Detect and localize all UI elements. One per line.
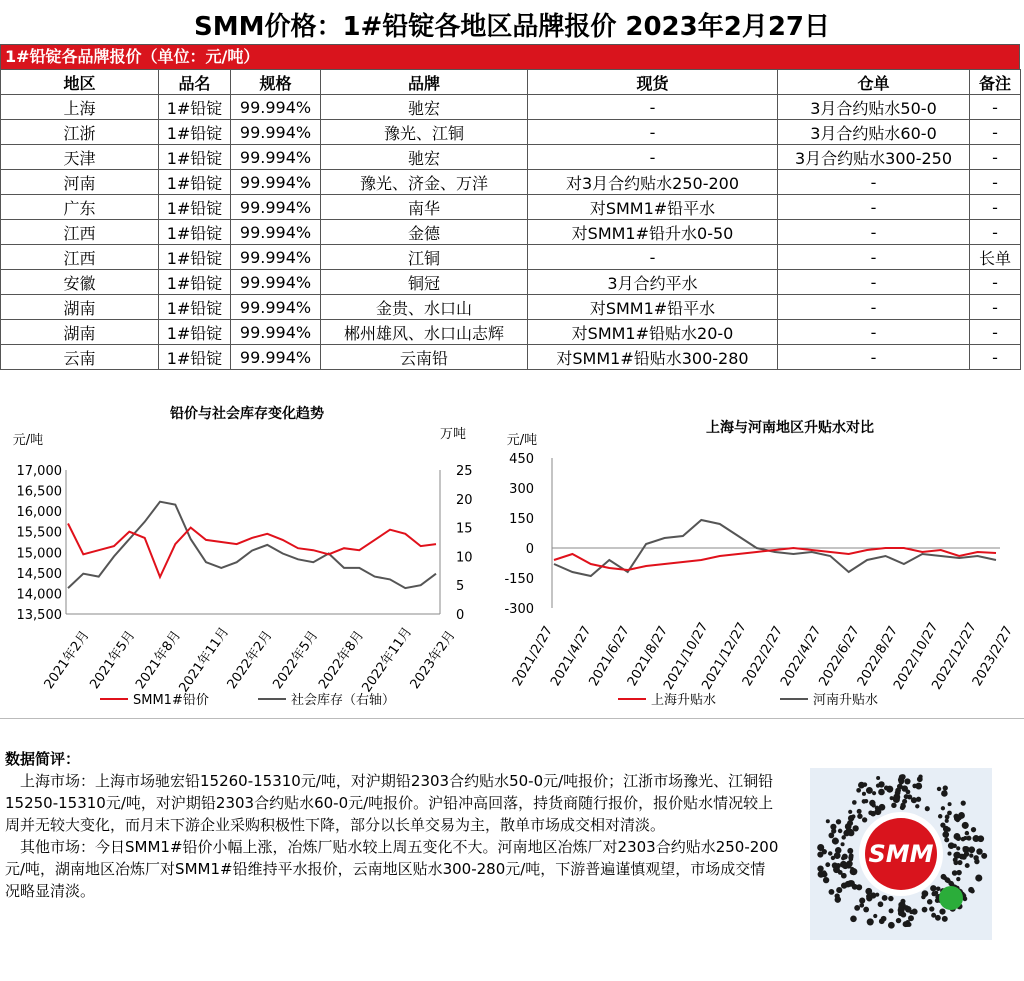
table-cell: 3月合约贴水300-250 xyxy=(778,145,970,170)
table-cell: 1#铅锭 xyxy=(159,245,231,270)
legend-label-inventory: 社会库存（右轴） xyxy=(291,693,396,708)
table-cell: 99.994% xyxy=(231,120,321,145)
table-cell: - xyxy=(778,295,970,320)
x-tick-label: 2021/6/27 xyxy=(586,623,633,689)
table-cell: 驰宏 xyxy=(321,95,528,120)
table-cell: 河南 xyxy=(1,170,159,195)
table-caption: 1#铅锭各品牌报价（单位：元/吨） xyxy=(0,44,1020,69)
x-tick-label: 2022/10/27 xyxy=(891,620,942,693)
table-cell: - xyxy=(778,220,970,245)
x-tick-label: 2021年11月 xyxy=(176,624,233,696)
y2-tick-label: 15 xyxy=(456,521,473,537)
table-cell: 1#铅锭 xyxy=(159,95,231,120)
y-tick-label: 450 xyxy=(509,452,534,467)
table-cell: 金贵、水口山 xyxy=(321,295,528,320)
x-tick-label: 2022/12/27 xyxy=(929,620,980,693)
table-cell: - xyxy=(778,320,970,345)
table-cell: - xyxy=(970,220,1021,245)
page-title: SMM价格：1#铅锭各地区品牌报价 2023年2月27日 xyxy=(193,12,831,42)
table-cell: 3月合约贴水60-0 xyxy=(778,120,970,145)
table-cell: 99.994% xyxy=(231,345,321,370)
table-cell: 豫光、济金、万洋 xyxy=(321,170,528,195)
table-cell: 南华 xyxy=(321,195,528,220)
column-header: 仓单 xyxy=(778,70,970,95)
table-cell: 对SMM1#铅贴水20-0 xyxy=(528,320,778,345)
x-tick-label: 2022/2/27 xyxy=(739,623,787,689)
x-tick-label: 2021年5月 xyxy=(87,628,139,692)
x-tick-label: 2023年2月 xyxy=(407,628,459,692)
y-tick-label: 15,000 xyxy=(16,546,62,562)
table-cell: - xyxy=(528,95,778,120)
table-cell: - xyxy=(970,345,1021,370)
table-cell: 1#铅锭 xyxy=(159,195,231,220)
table-cell: 铜冠 xyxy=(321,270,528,295)
y-tick-label: 15,500 xyxy=(16,525,62,541)
x-tick-label: 2021年8月 xyxy=(133,628,185,692)
table-cell: 金德 xyxy=(321,220,528,245)
table-cell: 天津 xyxy=(1,145,159,170)
table-cell: - xyxy=(970,170,1021,195)
chart-title: 铅价与社会库存变化趋势 xyxy=(170,406,324,422)
data-commentary xyxy=(5,748,780,902)
table-cell: - xyxy=(528,245,778,270)
table-cell: 1#铅锭 xyxy=(159,145,231,170)
table-row xyxy=(1,95,1021,120)
table-cell: 江铜 xyxy=(321,245,528,270)
table-cell: - xyxy=(528,120,778,145)
price-table xyxy=(0,69,1021,370)
y-tick-label: 16,000 xyxy=(16,505,62,521)
series-line-inventory xyxy=(68,502,436,588)
table-cell: 99.994% xyxy=(231,270,321,295)
table-cell: - xyxy=(970,145,1021,170)
table-cell: 云南铅 xyxy=(321,345,528,370)
table-cell: 对3月合约贴水250-200 xyxy=(528,170,778,195)
table-cell: - xyxy=(778,170,970,195)
y-tick-label: 0 xyxy=(525,542,534,557)
y2-tick-label: 20 xyxy=(456,492,473,508)
divider xyxy=(0,718,1024,719)
table-cell: 3月合约贴水50-0 xyxy=(778,95,970,120)
x-tick-label: 2021/2/27 xyxy=(509,623,557,689)
table-cell: 99.994% xyxy=(231,145,321,170)
table-cell: 99.994% xyxy=(231,245,321,270)
table-cell: - xyxy=(970,120,1021,145)
y2-tick-label: 5 xyxy=(456,579,465,595)
wechat-icon xyxy=(939,886,963,910)
column-header: 规格 xyxy=(231,70,321,95)
qr-code[interactable] xyxy=(810,768,992,940)
x-tick-label: 2022/6/27 xyxy=(816,623,863,689)
table-cell: 1#铅锭 xyxy=(159,120,231,145)
table-cell: 99.994% xyxy=(231,295,321,320)
y2-tick-label: 25 xyxy=(456,464,473,479)
column-header: 地区 xyxy=(1,70,159,95)
column-header: 品牌 xyxy=(321,70,528,95)
table-cell: 江浙 xyxy=(1,120,159,145)
table-cell: 1#铅锭 xyxy=(159,345,231,370)
charts-area xyxy=(0,392,1024,718)
table-cell: 1#铅锭 xyxy=(159,170,231,195)
table-cell: 安徽 xyxy=(1,270,159,295)
table-cell: - xyxy=(970,320,1021,345)
table-cell: 湖南 xyxy=(1,320,159,345)
table-cell: 1#铅锭 xyxy=(159,220,231,245)
column-header: 现货 xyxy=(528,70,778,95)
table-cell: 99.994% xyxy=(231,220,321,245)
table-body xyxy=(1,95,1021,370)
lead-price-inventory-chart xyxy=(0,392,475,718)
table-row xyxy=(1,245,1021,270)
comment-shanghai: 上海市场：上海市场驰宏铅15260-15310元/吨，对沪期铅2303合约贴水50-0元/吨报价；江浙市场豫光、江铜铅15250-15310元/吨，对沪期铅2303合约贴水60-0元/吨报价。沪铅冲高回落，持货商随行报价，报价贴水情况较上周并无较大变化，而月末下游企业采购积极性下降，部分以长单交易为主，散单市场成交相对清淡。 xyxy=(5,772,774,834)
x-tick-label: 2022年11月 xyxy=(359,624,416,696)
y-tick-label: -150 xyxy=(504,572,534,587)
premium-discount-chart xyxy=(488,392,1023,718)
x-tick-label: 2021年2月 xyxy=(41,628,93,692)
table-cell: 3月合约平水 xyxy=(528,270,778,295)
table-row xyxy=(1,270,1021,295)
table-cell: - xyxy=(970,195,1021,220)
y-tick-label: 16,500 xyxy=(16,484,62,500)
table-cell: - xyxy=(778,345,970,370)
table-cell: 云南 xyxy=(1,345,159,370)
table-cell: 长单 xyxy=(970,245,1021,270)
table-header-row xyxy=(1,70,1021,95)
y2-axis-label: 万吨 xyxy=(439,427,467,442)
table-row xyxy=(1,145,1021,170)
table-cell: 99.994% xyxy=(231,195,321,220)
table-cell: - xyxy=(778,195,970,220)
x-tick-label: 2022年5月 xyxy=(270,628,322,692)
smm-logo-text: SMM xyxy=(868,840,934,868)
legend-label-henan: 河南升贴水 xyxy=(813,693,879,708)
table-row xyxy=(1,120,1021,145)
table-cell: 99.994% xyxy=(231,320,321,345)
x-tick-label: 2021/12/27 xyxy=(699,620,750,693)
legend-label-shanghai: 上海升贴水 xyxy=(651,693,717,708)
table-cell: - xyxy=(970,95,1021,120)
table-cell: 1#铅锭 xyxy=(159,320,231,345)
x-tick-label: 2021/4/27 xyxy=(548,623,595,689)
chart-title: 上海与河南地区升贴水对比 xyxy=(706,420,874,436)
y-tick-label: 14,000 xyxy=(16,587,62,603)
y-tick-label: 14,500 xyxy=(16,566,62,582)
comment-other: 其他市场：今日SMM1#铅价小幅上涨，冶炼厂贴水较上周五变化不大。河南地区冶炼厂对2303合约贴水250-200元/吨，湖南地区冶炼厂对SMM1#铅维持平水报价，云南地区贴水300-280元/吨，下游普遍谨慎观望，市场成交情况略显清淡。 xyxy=(5,838,779,900)
table-cell: 湖南 xyxy=(1,295,159,320)
price-table-section xyxy=(0,44,1020,370)
x-tick-label: 2022/8/27 xyxy=(854,623,902,689)
table-row xyxy=(1,345,1021,370)
y-tick-label: 300 xyxy=(509,482,534,497)
x-tick-label: 2022年2月 xyxy=(224,628,276,692)
table-cell: 对SMM1#铅贴水300-280 xyxy=(528,345,778,370)
table-row xyxy=(1,220,1021,245)
qr-code-graphic xyxy=(810,768,992,940)
table-cell: - xyxy=(778,270,970,295)
table-cell: 对SMM1#铅升水0-50 xyxy=(528,220,778,245)
y2-tick-label: 0 xyxy=(456,608,465,623)
table-cell: 1#铅锭 xyxy=(159,295,231,320)
table-cell: 上海 xyxy=(1,95,159,120)
legend-label-price: SMM1#铅价 xyxy=(133,693,209,708)
y2-tick-label: 10 xyxy=(456,550,473,566)
table-cell: 豫光、江铜 xyxy=(321,120,528,145)
table-cell: 驰宏 xyxy=(321,145,528,170)
table-cell: - xyxy=(970,270,1021,295)
column-header: 备注 xyxy=(970,70,1021,95)
table-row xyxy=(1,295,1021,320)
x-tick-label: 2022/4/27 xyxy=(778,623,825,689)
table-cell: 江西 xyxy=(1,245,159,270)
x-tick-label: 2021/10/27 xyxy=(661,620,712,693)
table-cell: - xyxy=(778,245,970,270)
x-tick-label: 2023/2/27 xyxy=(969,623,1017,689)
x-tick-label: 2022年8月 xyxy=(316,628,368,692)
table-cell: 对SMM1#铅平水 xyxy=(528,295,778,320)
table-row xyxy=(1,170,1021,195)
table-cell: 99.994% xyxy=(231,95,321,120)
y-tick-label: -300 xyxy=(504,602,534,617)
column-header: 品名 xyxy=(159,70,231,95)
table-row xyxy=(1,320,1021,345)
table-cell: - xyxy=(970,295,1021,320)
y-tick-label: 150 xyxy=(509,512,534,527)
table-cell: - xyxy=(528,145,778,170)
table-row xyxy=(1,195,1021,220)
table-cell: 江西 xyxy=(1,220,159,245)
y-axis-label: 元/吨 xyxy=(506,433,538,448)
y-tick-label: 17,000 xyxy=(16,464,62,479)
x-tick-label: 2021/8/27 xyxy=(624,623,672,689)
table-cell: 广东 xyxy=(1,195,159,220)
table-cell: 郴州雄风、水口山志辉 xyxy=(321,320,528,345)
table-cell: 1#铅锭 xyxy=(159,270,231,295)
y-tick-label: 13,500 xyxy=(16,608,62,623)
comment-heading: 数据简评： xyxy=(5,750,81,768)
table-cell: 对SMM1#铅平水 xyxy=(528,195,778,220)
y-axis-label: 元/吨 xyxy=(12,433,44,448)
table-cell: 99.994% xyxy=(231,170,321,195)
